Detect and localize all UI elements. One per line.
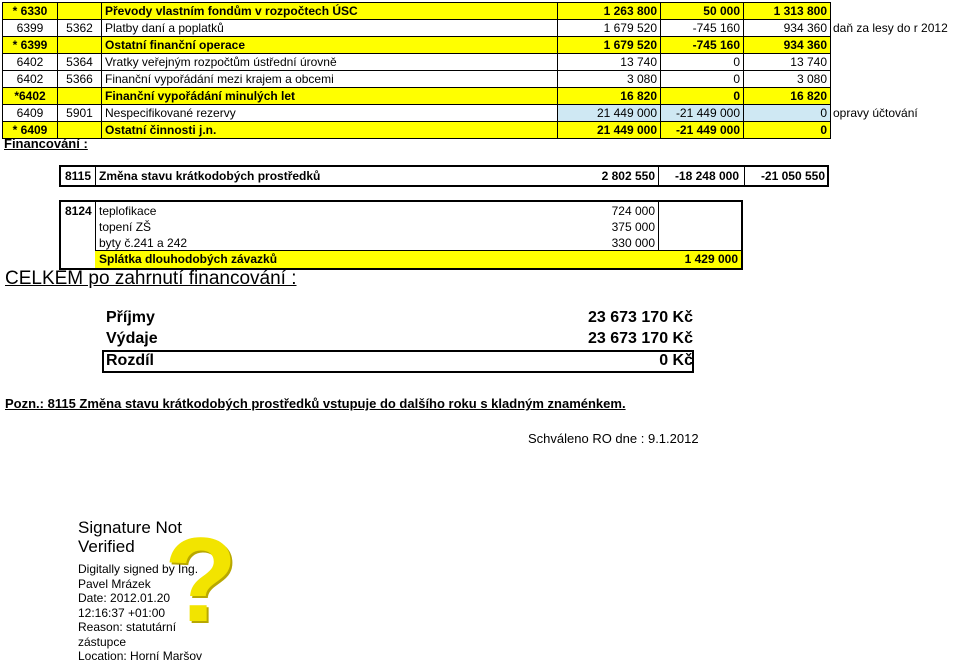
fin-8124-item-label: topení ZŠ [99,220,152,234]
summary-value-expense: 23 673 170 Kč [588,330,693,347]
cell-paragraf: 6409 [3,105,58,122]
table-row [3,20,952,37]
cell-result: 3 080 [744,71,831,88]
table-row [3,122,952,139]
fin-8115-code: 8115 [65,169,92,183]
cell-polozka: 5364 [58,54,102,71]
cell-budget: 21 449 000 [558,105,661,122]
summary-label-income: Příjmy [106,309,155,326]
table-row [3,105,952,122]
note [5,396,626,411]
cell-description: Převody vlastním fondům v rozpočtech ÚSC [102,3,558,20]
cell-change: 50 000 [661,3,744,20]
cell-description: Ostatní činnosti j.n. [102,122,558,139]
signature-line: Pavel Mrázek [78,576,151,591]
table-row [3,37,952,54]
cell-budget: 1 679 520 [558,37,661,54]
cell-polozka [58,37,102,54]
cell-result: 1 313 800 [744,3,831,20]
table-row [3,88,952,105]
cell-paragraf: * 6330 [3,3,58,20]
cell-budget: 1 263 800 [558,3,661,20]
repayment-value: 1 429 000 [684,252,738,266]
cell-result: 16 820 [744,88,831,105]
fin-8115-label: Změna stavu krátkodobých prostředků [99,169,321,183]
fin-8124-box [59,200,743,270]
cell-note [831,71,952,88]
cell-paragraf: * 6409 [3,122,58,139]
cell-polozka [58,3,102,20]
cell-change: 0 [661,88,744,105]
cell-paragraf: *6402 [3,88,58,105]
summary-diff-box [102,350,694,373]
cell-budget: 13 740 [558,54,661,71]
cell-note [831,3,952,20]
cell-description: Platby daní a poplatků [102,20,558,37]
signature-status-2: Verified [78,537,135,556]
signature-block [78,513,298,663]
cell-description: Ostatní finanční operace [102,37,558,54]
signature-line: Location: Horní Maršov [78,649,203,663]
fin-8124-item-label: byty č.241 a 242 [99,236,188,250]
cell-note: daň za lesy do r 2012 [831,20,952,37]
fin-8115-v1: 2 802 550 [601,169,655,183]
cell-polozka: 5901 [58,105,102,122]
table-row [3,71,952,88]
cell-description: Finanční vypořádání minulých let [102,88,558,105]
fin-8124-code: 8124 [65,204,92,218]
cell-budget: 21 449 000 [558,122,661,139]
cell-polozka: 5362 [58,20,102,37]
cell-budget: 3 080 [558,71,661,88]
fin-8115-v2: -18 248 000 [674,169,739,183]
summary-label-diff: Rozdíl [106,352,154,369]
celkem-title: CELKEM po zahrnutí financování : [5,268,297,289]
cell-paragraf: * 6399 [3,37,58,54]
cell-note [831,122,952,139]
cell-description: Finanční vypořádání mezi krajem a obcemi [102,71,558,88]
cell-change: -21 449 000 [661,105,744,122]
fin-8124-item-label: teplofikace [99,204,157,218]
signature-status-1: Signature Not [78,518,182,537]
repayment-label: Splátka dlouhodobých závazků [99,252,278,266]
cell-change: -745 160 [661,37,744,54]
cell-result: 934 360 [744,20,831,37]
signature-line: Digitally signed by Ing. [78,562,199,576]
signature-question-icon: ? [164,513,238,647]
cell-change: 0 [661,71,744,88]
cell-change: -21 449 000 [661,122,744,139]
summary-value-diff: 0 Kč [659,352,693,369]
cell-result: 0 [744,122,831,139]
table-row [3,54,952,71]
cell-budget: 1 679 520 [558,20,661,37]
cell-note [831,54,952,71]
cell-result: 934 360 [744,37,831,54]
note-text: 8115 Změna stavu krátkodobých prostředků vstupuje do dalšího roku s kladným znaménkem. [44,396,626,411]
cell-result: 0 [744,105,831,122]
cell-description: Vratky veřejným rozpočtům ústřední úrovně [102,54,558,71]
cell-note [831,37,952,54]
cell-result: 13 740 [744,54,831,71]
financing-label: Financování : [4,136,88,151]
signature-line: Date: 2012.01.20 [78,591,171,605]
fin-8115-v3: -21 050 550 [760,169,825,183]
fin-8124-item-value: 724 000 [611,204,655,218]
approved-date: Schváleno RO dne : 9.1.2012 [528,431,699,446]
cell-note [831,88,952,105]
budget-table [2,2,952,139]
repayment-row [95,250,659,268]
summary-label-expense: Výdaje [106,330,158,347]
fin-8115-box [59,165,829,187]
signature-line: zástupce [78,634,127,649]
cell-description: Nespecifikované rezervy [102,105,558,122]
signature-line: 12:16:37 +01:00 [78,605,166,620]
cell-note: opravy účtování [831,105,952,122]
summary-value-income: 23 673 170 Kč [588,309,693,326]
cell-polozka: 5366 [58,71,102,88]
cell-budget: 16 820 [558,88,661,105]
repayment-value-cell [659,250,741,268]
cell-paragraf: 6402 [3,71,58,88]
cell-paragraf: 6399 [3,20,58,37]
table-row [3,3,952,20]
fin-8124-item-value: 330 000 [611,236,655,250]
signature-line: Reason: statutární [78,620,177,634]
fin-8124-item-value: 375 000 [611,220,655,234]
note-prefix: Pozn.: [5,396,44,411]
cell-change: 0 [661,54,744,71]
cell-paragraf: 6402 [3,54,58,71]
cell-polozka [58,88,102,105]
cell-change: -745 160 [661,20,744,37]
